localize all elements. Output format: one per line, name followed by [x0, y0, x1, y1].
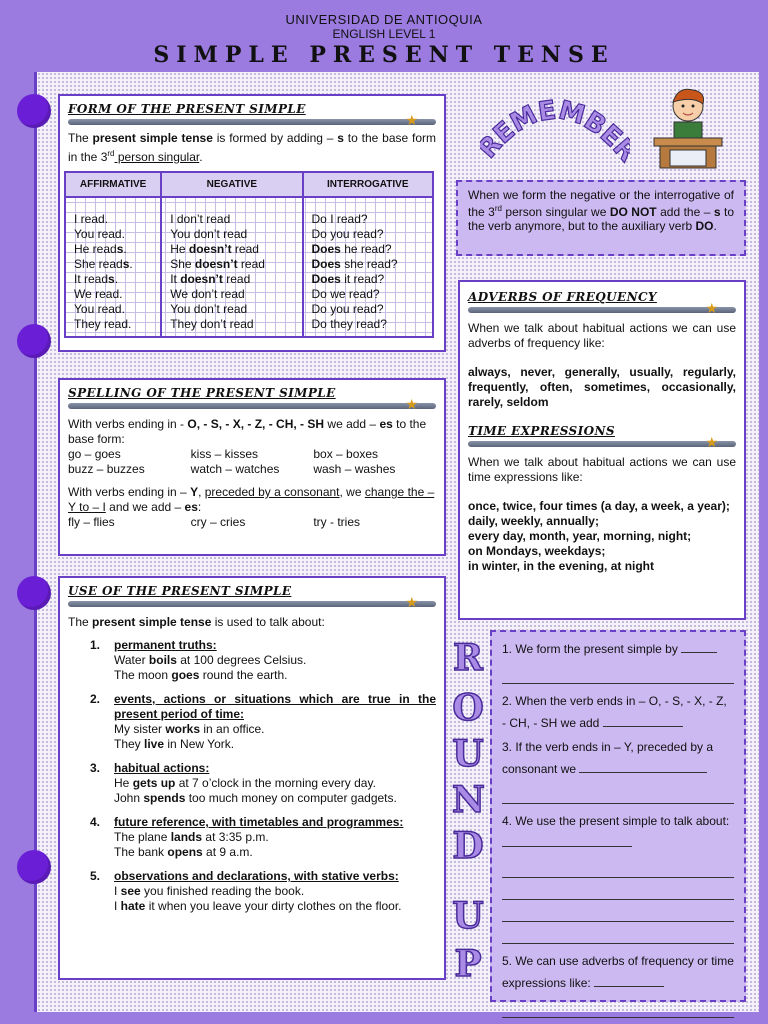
conjugation-table [64, 171, 434, 338]
binder-hole [17, 94, 51, 128]
use-example: The bank opens at 9 a.m. [114, 845, 253, 859]
quiz-question-1: 1. We form the present simple by [502, 638, 734, 660]
spelling-examples-row: fly – flies cry – cries try - tries [68, 515, 361, 529]
roundup-letter: R [453, 637, 483, 679]
roundup-quiz [490, 630, 746, 1002]
title-bar [468, 434, 736, 450]
use-example: The plane lands at 3:35 p.m. [114, 830, 269, 844]
remember-banner [480, 98, 630, 168]
use-example: I see you finished reading the book. [114, 884, 305, 898]
answer-line[interactable] [502, 856, 734, 878]
adverbs-section-title: ADVERBS OF FREQUENCY [468, 290, 657, 304]
time-intro: When we talk about habitual actions we can use time expressions like: [468, 455, 736, 484]
use-item [90, 815, 436, 860]
use-example: He gets up at 7 o’clock in the morning every day. [114, 776, 376, 790]
spelling-section [58, 378, 446, 556]
use-item-heading: events, actions or situations which are true in the present period of time: [114, 692, 436, 721]
table-header-negative: NEGATIVE [161, 172, 302, 197]
star-icon: ★ [405, 594, 418, 610]
answer-line[interactable] [502, 878, 734, 900]
quiz-question-5: 5. We can use adverbs of frequency or time expressions like: [502, 954, 734, 990]
remember-label: EMEMBE [487, 98, 628, 154]
answer-blank[interactable] [502, 834, 632, 847]
use-item-number: 1. [90, 638, 101, 652]
affirmative-column: I read. You read. He reads. She reads. It reads. We read. You read. They read. [65, 197, 161, 337]
adverbs-list: always, never, generally, usually, regularly, frequently, often, sometimes, occasionally, rarely, seldom [468, 365, 736, 409]
quiz-question-4: 4. We use the present simple to talk about: [502, 810, 734, 854]
roundup-letter: N [452, 779, 485, 821]
spelling-rule-1: With verbs ending in - O, - S, - X, - Z, - CH, - SH we add – es to the base form: [68, 417, 427, 446]
negative-column: I don’t read You don’t read He doesn’t read She doesn’t read It doesn’t read We don’t read You don’t read They don’t read [161, 197, 302, 337]
binder-hole [17, 324, 51, 358]
table-header-interrogative: INTERROGATIVE [303, 172, 433, 197]
roundup-letter: P [454, 943, 482, 985]
binder-hole [17, 576, 51, 610]
form-section-title: FORM OF THE PRESENT SIMPLE [68, 102, 306, 116]
use-item-heading: future reference, with timetables and programmes: [114, 815, 404, 829]
adverbs-section [458, 280, 746, 620]
quiz-question-3: 3. If the verb ends in – Y, preceded by a consonant we [502, 740, 714, 776]
time-section-title: TIME EXPRESSIONS [468, 424, 615, 438]
use-item-heading: habitual actions: [114, 761, 210, 775]
time-expressions-list: once, twice, four times (a day, a week, a year); daily, weekly, annually; every day, month, year, morning, night; on Mondays, weekdays; in winter, in the evening, at night [468, 499, 730, 573]
use-item-heading: permanent truths: [114, 638, 217, 652]
student-illustration [648, 84, 728, 176]
use-item [90, 761, 436, 806]
answer-line[interactable] [502, 922, 734, 944]
binder-hole [17, 850, 51, 884]
answer-line[interactable] [502, 996, 734, 1018]
answer-blank[interactable] [603, 714, 683, 727]
form-section [58, 94, 446, 352]
title-bar [468, 300, 736, 316]
use-item-heading: observations and declarations, with stative verbs: [114, 869, 399, 883]
page-header [0, 0, 768, 72]
remember-note: When we form the negative or the interrogative of the 3rd person singular we DO NOT add the – s to the verb anymore, but to the auxiliary verb DO. [456, 180, 746, 256]
university-name: UNIVERSIDAD DE ANTIOQUIA [285, 12, 483, 27]
roundup-letter: D [452, 825, 484, 867]
title-bar [68, 112, 436, 128]
roundup-letter: O [452, 687, 484, 729]
answer-blank[interactable] [579, 760, 707, 773]
use-intro: The present simple tense is used to talk about: [68, 615, 325, 629]
answer-line[interactable] [502, 662, 734, 684]
course-level: ENGLISH LEVEL 1 [332, 27, 436, 41]
star-icon: ★ [705, 300, 718, 316]
adverbs-intro: When we talk about habitual actions we can use adverbs of frequency like: [468, 321, 736, 350]
spelling-section-title: SPELLING OF THE PRESENT SIMPLE [68, 386, 336, 400]
use-example: I hate it when you leave your dirty clothes on the floor. [114, 899, 402, 913]
table-header-affirmative: AFFIRMATIVE [65, 172, 161, 197]
use-item-number: 2. [90, 692, 101, 706]
title-bar [68, 594, 436, 610]
use-example: My sister works in an office. [114, 722, 265, 736]
answer-line[interactable] [502, 782, 734, 804]
use-section-title: USE OF THE PRESENT SIMPLE [68, 584, 292, 598]
form-intro: The present simple tense is formed by adding – s to the base form in the 3rd person singular. [68, 131, 437, 164]
spelling-rule-2: With verbs ending in – Y, preceded by a consonant, we change the – Y to – I and we add – es: [68, 485, 435, 514]
interrogative-column: Do I read? Do you read? Does he read? Does she read? Does it read? Do we read? Do you read? Do they read? [303, 197, 433, 337]
answer-blank[interactable] [594, 974, 664, 987]
spelling-examples-row: go – goes kiss – kisses box – boxes [68, 447, 379, 461]
star-icon: ★ [705, 434, 718, 450]
use-item [90, 869, 436, 914]
use-item-number: 3. [90, 761, 101, 775]
use-item [90, 638, 436, 683]
star-icon: ★ [405, 396, 418, 412]
use-item [90, 692, 436, 752]
use-item-number: 5. [90, 869, 101, 883]
answer-line[interactable] [502, 900, 734, 922]
use-item-number: 4. [90, 815, 101, 829]
page-title: SIMPLE PRESENT TENSE [153, 42, 615, 68]
use-example: They live in New York. [114, 737, 235, 751]
roundup-letter: U [452, 895, 484, 937]
use-section [58, 576, 446, 980]
roundup-letter: U [452, 733, 484, 775]
use-example: John spends too much money on computer gadgets. [114, 791, 397, 805]
use-example: Water boils at 100 degrees Celsius. [114, 653, 307, 667]
title-bar [68, 396, 436, 412]
answer-blank[interactable] [681, 640, 717, 653]
spelling-examples-row: buzz – buzzes watch – watches wash – washes [68, 462, 396, 476]
quiz-question-2: 2. When the verb ends in – O, - S, - X, - Z, - CH, - SH we add [502, 694, 727, 730]
use-list [60, 638, 444, 914]
use-example: The moon goes round the earth. [114, 668, 288, 682]
star-icon: ★ [405, 112, 418, 128]
